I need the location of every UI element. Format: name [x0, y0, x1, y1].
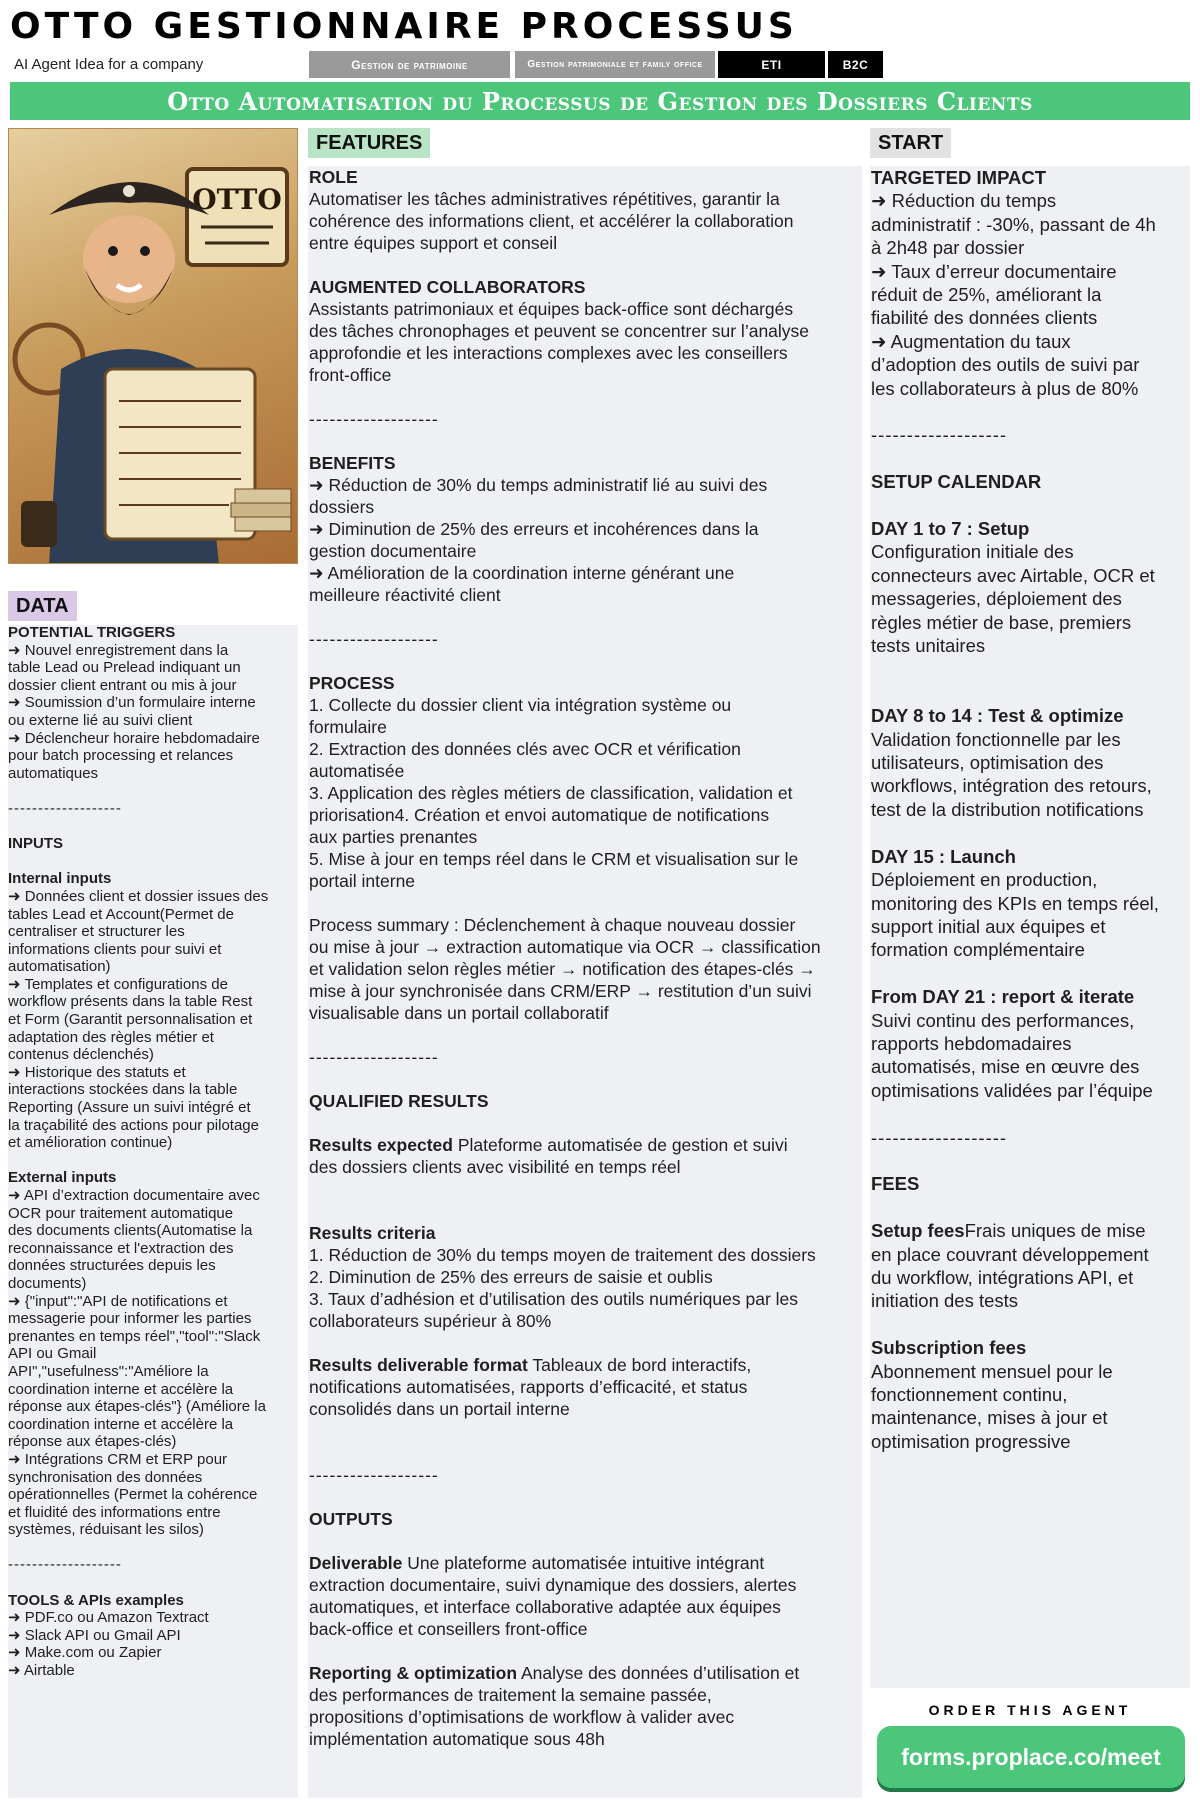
impact-line: les collaborateurs à plus de 80%: [871, 377, 1139, 399]
internal-input-line: ➜ Templates et configurations de: [8, 975, 228, 993]
day1-line: connecteurs avec Airtable, OCR et: [871, 564, 1155, 586]
internal-input-line: ➜ Historique des statuts et: [8, 1063, 186, 1081]
day15-title: DAY 15 : Launch: [871, 845, 1016, 867]
sign-title: OTTO: [192, 183, 282, 216]
internal-input-line: tables Lead et Account(Permet de: [8, 905, 234, 923]
subscription-fees-title: Subscription fees: [871, 1337, 1027, 1359]
external-input-line: documents): [8, 1274, 87, 1292]
augmented-line: front-office: [309, 365, 392, 385]
external-input-line: API","usefulness":"Améliore la: [8, 1362, 209, 1380]
trigger-line: automatiques: [8, 764, 99, 782]
criteria-line: 2. Diminution de 25% des erreurs de saisie et oublis: [309, 1267, 713, 1287]
benefit-line: ➜ Amélioration de la coordination interne générant une: [309, 563, 735, 583]
trigger-line: ➜ Déclencheur horaire hebdomadaire: [8, 729, 260, 747]
subscription-line: fonctionnement continu,: [871, 1383, 1068, 1405]
impact-line: à 2h48 par dossier: [871, 237, 1025, 259]
impact-line: fiabilité des données clients: [871, 307, 1098, 329]
day1-line: messageries, déploiement des: [871, 588, 1122, 610]
external-input-line: coordination interne et accélère la: [8, 1415, 234, 1433]
external-input-line: réponse aux étapes-clés): [8, 1433, 177, 1451]
setup-fees: [871, 1219, 1191, 1242]
reporting-label: Reporting & optimization: [309, 1663, 518, 1683]
internal-input-line: et amélioration continue): [8, 1134, 173, 1152]
external-input-line: OCR pour traitement automatique: [8, 1204, 234, 1222]
agent-banner-title: Otto Automatisation du Processus de Gestion des Dossiers Clients: [167, 86, 1033, 116]
external-input-line: ➜ Intégrations CRM et ERP pour: [8, 1450, 228, 1468]
internal-input-line: ➜ Données client et dossier issues des: [8, 887, 269, 905]
subscription-line: Abonnement mensuel pour le: [871, 1360, 1113, 1382]
subscription-line: optimisation progressive: [871, 1430, 1071, 1452]
augmented-line: des tâches chronophages et peuvent se concentrer sur l’analyse: [309, 321, 810, 341]
process-line: formulaire: [309, 717, 387, 737]
process-summary-line: ou mise à jour → extraction automatique via OCR → classification: [309, 937, 821, 957]
internal-input-line: contenus déclenchés): [8, 1046, 154, 1064]
day15-line: Déploiement en production,: [871, 869, 1098, 891]
reporting-line: propositions d’optimisations de workflow à valider avec: [309, 1707, 735, 1727]
start-section-label: START: [870, 128, 951, 158]
external-input-line: messagerie pour informer les parties: [8, 1310, 252, 1328]
deliverable: [309, 1552, 863, 1574]
augmented-line: Assistants patrimoniaux et équipes back-office sont déchargés: [309, 299, 794, 319]
tool-line: ➜ Make.com ou Zapier: [8, 1644, 162, 1662]
reporting: [309, 1662, 863, 1684]
internal-input-line: automatisation): [8, 958, 111, 976]
tool-line: ➜ Slack API ou Gmail API: [8, 1626, 181, 1644]
results-expected-line: des dossiers clients avec visibilité en temps réel: [309, 1157, 681, 1177]
results-expected-label: Results expected: [309, 1135, 453, 1155]
role-title: ROLE: [309, 167, 358, 187]
tag-sector: Gestion de patrimoine: [309, 51, 510, 78]
separator: -------------------: [8, 799, 122, 817]
internal-input-line: et Form (Garantit personnalisation et: [8, 1011, 253, 1029]
process-line: portail interne: [309, 871, 416, 891]
deliverable-line: extraction documentaire, suivi dynamique des dossiers, alertes: [309, 1575, 797, 1595]
impact-line: ➜ Taux d’erreur documentaire: [871, 260, 1117, 282]
calendar-title: SETUP CALENDAR: [871, 471, 1042, 493]
impact-line: d’adoption des outils de suivi par: [871, 354, 1140, 376]
role-line: cohérence des informations client, et accélérer la collaboration: [309, 211, 794, 231]
process-summary-line: Process summary : Déclenchement à chaque nouveau dossier: [309, 915, 796, 935]
external-input-line: API ou Gmail: [8, 1345, 97, 1363]
results-format: [309, 1354, 863, 1376]
day21-line: optimisations validées par l’équipe: [871, 1079, 1153, 1101]
tag-subsector: Gestion patrimoniale et family office: [515, 51, 715, 78]
external-input-line: données structurées depuis les: [8, 1257, 216, 1275]
inputs-title: INPUTS: [8, 835, 64, 853]
tools-title: TOOLS & APIs examples: [8, 1591, 184, 1609]
process-line: aux parties prenantes: [309, 827, 478, 847]
external-input-line: opérationnelles (Permet la cohérence: [8, 1486, 258, 1504]
trigger-line: ➜ Soumission d’un formulaire interne: [8, 694, 256, 712]
triggers-title: POTENTIAL TRIGGERS: [8, 624, 176, 641]
internal-input-line: informations clients pour suivi et: [8, 940, 222, 958]
process-line: 1. Collecte du dossier client via intégration système ou: [309, 695, 732, 715]
day15-line: formation complémentaire: [871, 939, 1085, 961]
pirate-illustration-svg: [9, 129, 298, 564]
data-section-label: DATA: [8, 591, 77, 621]
benefit-line: gestion documentaire: [309, 541, 477, 561]
setup-fees-line: du workflow, intégrations API, et: [871, 1266, 1134, 1288]
benefit-line: dossiers: [309, 497, 375, 517]
process-line: priorisation4. Création et envoi automatique de notifications: [309, 805, 770, 825]
day1-line: Configuration initiale des: [871, 541, 1074, 563]
day15-line: support initial aux équipes et: [871, 915, 1106, 937]
day21-title: From DAY 21 : report & iterate: [871, 986, 1135, 1008]
separator: -------------------: [871, 424, 1008, 446]
format-line: notifications automatisées, rapports d’efficacité, et status: [309, 1377, 748, 1397]
trigger-line: pour batch processing et relances: [8, 747, 234, 765]
external-input-line: ➜ {"input":"API de notifications et: [8, 1292, 228, 1310]
day1-line: règles métier de base, premiers: [871, 611, 1132, 633]
reporting-line: implémentation automatique sous 48h: [309, 1729, 605, 1749]
features-column: [309, 166, 863, 1750]
benefit-line: ➜ Diminution de 25% des erreurs et incohérences dans la: [309, 519, 759, 539]
internal-input-line: workflow présents dans la table Rest: [8, 993, 253, 1011]
external-input-line: systèmes, réduisant les silos): [8, 1521, 204, 1539]
setup-fees-line: initiation des tests: [871, 1290, 1019, 1312]
day21-line: rapports hebdomadaires: [871, 1032, 1072, 1054]
format-line: consolidés dans un portail interne: [309, 1399, 570, 1419]
internal-input-line: adaptation des règles métier et: [8, 1028, 214, 1046]
day8-line: test de la distribution notifications: [871, 798, 1144, 820]
external-input-line: synchronisation des données: [8, 1468, 203, 1486]
deliverable-text: Une plateforme automatisée intuitive intégrant: [402, 1553, 765, 1573]
process-line: 2. Extraction des données clés avec OCR et vérification: [309, 739, 741, 759]
internal-inputs-title: Internal inputs: [8, 870, 112, 888]
internal-input-line: centraliser et structurer les: [8, 923, 185, 941]
reporting-text: Analyse des données d’utilisation et: [517, 1663, 800, 1683]
process-line: 3. Application des règles métiers de classification, validation et: [309, 783, 793, 803]
order-link-button[interactable]: [877, 1726, 1185, 1788]
external-input-line: des documents clients(Automatise la: [8, 1222, 253, 1240]
criteria-line: 1. Réduction de 30% du temps moyen de traitement des dossiers: [309, 1245, 816, 1265]
results-format-label: Results deliverable format: [309, 1355, 528, 1375]
criteria-line: collaborateurs supérieur à 80%: [309, 1311, 552, 1331]
data-column: [8, 624, 298, 1680]
results-criteria-title: Results criteria: [309, 1223, 436, 1243]
separator: -------------------: [871, 1126, 1008, 1148]
day15-line: monitoring des KPIs en temps réel,: [871, 892, 1159, 914]
order-link-text: forms.proplace.co/meet: [901, 1743, 1161, 1770]
impact-line: ➜ Augmentation du taux: [871, 330, 1071, 352]
qualified-results-title: QUALIFIED RESULTS: [309, 1091, 489, 1111]
deliverable-line: automatiques, et interface collaborative adaptée aux équipes: [309, 1597, 781, 1617]
separator: -------------------: [8, 1556, 122, 1574]
external-input-line: et fluidité des informations entre: [8, 1503, 221, 1521]
deliverable-line: back-office et conseillers front-office: [309, 1619, 588, 1639]
external-input-line: prenantes en temps réel","tool":"Slack: [8, 1327, 261, 1345]
day8-line: workflows, intégration des retours,: [871, 775, 1152, 797]
separator: -------------------: [309, 409, 439, 429]
benefit-line: ➜ Réduction de 30% du temps administratif lié au suivi des: [309, 475, 768, 495]
trigger-line: dossier client entrant ou mis à jour: [8, 676, 237, 694]
ink-pot-icon: [21, 501, 57, 547]
criteria-line: 3. Taux d’adhésion et d’utilisation des outils numériques par les: [309, 1289, 799, 1309]
augmented-line: approfondie et les interactions complexes avec les conseillers: [309, 343, 788, 363]
impact-line: réduit de 25%, améliorant la: [871, 284, 1102, 306]
tag-market: B2C: [828, 51, 883, 78]
process-summary-line: et validation selon règles métier → notification des étapes-clés →: [309, 959, 816, 979]
external-input-line: reconnaissance et l'extraction des: [8, 1239, 234, 1257]
separator: -------------------: [309, 629, 439, 649]
order-label: ORDER THIS AGENT: [928, 1702, 1132, 1718]
internal-input-line: la traçabilité des actions pour pilotage: [8, 1116, 259, 1134]
trigger-line: table Lead ou Prelead indiquant un: [8, 659, 241, 677]
agent-banner: [10, 82, 1190, 120]
internal-input-line: interactions stockées dans la table: [8, 1081, 238, 1099]
day1-line: tests unitaires: [871, 635, 986, 657]
results-format-text: Tableaux de bord interactifs,: [527, 1355, 752, 1375]
results-expected-text: Plateforme automatisée de gestion et suivi: [452, 1135, 788, 1155]
tool-line: ➜ PDF.co ou Amazon Textract: [8, 1609, 209, 1627]
augmented-title: AUGMENTED COLLABORATORS: [309, 277, 586, 297]
separator: -------------------: [309, 1465, 439, 1485]
outputs-title: OUTPUTS: [309, 1509, 393, 1529]
day8-line: utilisateurs, optimisation des: [871, 752, 1104, 774]
process-title: PROCESS: [309, 673, 395, 693]
impact-title: TARGETED IMPACT: [871, 167, 1047, 188]
tag-company-size: ETI: [718, 51, 825, 78]
process-line: automatisée: [309, 761, 405, 781]
impact-line: administratif : -30%, passant de 4h: [871, 213, 1156, 235]
process-summary-line: mise à jour synchronisée dans CRM/ERP → restitution d’un suivi: [309, 981, 812, 1001]
day8-title: DAY 8 to 14 : Test & optimize: [871, 705, 1124, 727]
deliverable-label: Deliverable: [309, 1553, 403, 1573]
role-line: entre équipes support et conseil: [309, 233, 558, 253]
day8-line: Validation fonctionnelle par les: [871, 728, 1121, 750]
benefit-line: meilleure réactivité client: [309, 585, 501, 605]
external-input-line: ➜ API d’extraction documentaire avec: [8, 1187, 260, 1204]
external-inputs-title: External inputs: [8, 1169, 117, 1187]
day1-title: DAY 1 to 7 : Setup: [871, 518, 1030, 540]
role-line: Automatiser les tâches administratives répétitives, garantir la: [309, 189, 780, 209]
fees-title: FEES: [871, 1173, 920, 1195]
pirate-illustration: [8, 128, 298, 564]
day21-line: automatisés, mise en œuvre des: [871, 1056, 1140, 1078]
process-line: 5. Mise à jour en temps réel dans le CRM et visualisation sur le: [309, 849, 799, 869]
page-subtitle: AI Agent Idea for a company: [14, 56, 204, 73]
benefits-title: BENEFITS: [309, 453, 396, 473]
reporting-line: des performances de traitement la semaine passée,: [309, 1685, 712, 1705]
features-section-label: FEATURES: [308, 128, 430, 158]
trigger-line: ➜ Nouvel enregistrement dans la: [8, 641, 229, 659]
page-title: OTTO GESTIONNAIRE PROCESSUS: [10, 6, 798, 47]
tool-line: ➜ Airtable: [8, 1662, 75, 1680]
subscription-line: maintenance, mises à jour et: [871, 1407, 1108, 1429]
impact-line: ➜ Réduction du temps: [871, 190, 1057, 212]
setup-fees-text: Frais uniques de mise: [964, 1220, 1146, 1242]
setup-fees-label: Setup fees: [871, 1220, 965, 1242]
separator: -------------------: [309, 1047, 439, 1067]
external-input-line: coordination interne et accélère la: [8, 1380, 234, 1398]
setup-fees-line: en place couvrant développement: [871, 1243, 1149, 1265]
process-summary-line: visualisable dans un portail collaboratif: [309, 1003, 609, 1023]
day21-line: Suivi continu des performances,: [871, 1009, 1135, 1031]
internal-input-line: Reporting (Assure un suivi intégré et: [8, 1099, 251, 1117]
trigger-line: ou externe lié au suivi client: [8, 711, 193, 729]
external-input-line: réponse aux étapes-clés"} (Améliore la: [8, 1398, 266, 1416]
results-expected: [309, 1134, 863, 1156]
start-column: [871, 166, 1191, 1453]
